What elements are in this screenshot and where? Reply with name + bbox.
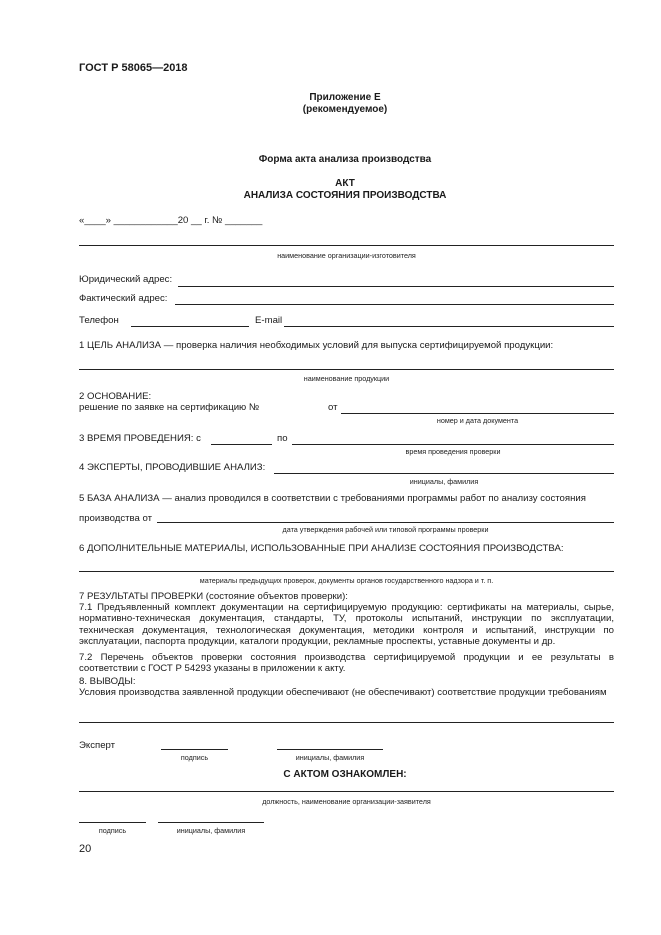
act-title: АКТ — [335, 178, 355, 189]
form-caption: Форма акта анализа производства — [258, 154, 432, 165]
additional-materials-caption: материалы предыдущих проверок, документы органов государственного надзора и т. п. — [199, 576, 494, 585]
product-name-field[interactable] — [79, 369, 614, 370]
section-2-from: от — [328, 402, 338, 413]
section-3-label: 3 ВРЕМЯ ПРОВЕДЕНИЯ: с — [79, 433, 201, 444]
section-4-label: 4 ЭКСПЕРТЫ, ПРОВОДИВШИЕ АНАЛИЗ: — [79, 462, 266, 473]
document-code: ГОСТ Р 58065—2018 — [79, 62, 188, 74]
applicant-initials-caption: инициалы, фамилия — [176, 826, 246, 835]
document-number-date-field[interactable] — [341, 413, 614, 414]
applicant-position-caption: должность, наименование организации-заявителя — [262, 797, 431, 806]
section-5-text: 5 БАЗА АНАЛИЗА — анализ проводился в соответствии с требованиями программы работ по анализу состояния — [79, 493, 586, 504]
acquainted-title: С АКТОМ ОЗНАКОМЛЕН: — [283, 769, 407, 780]
appendix-title: Приложение Е — [309, 92, 381, 103]
date-number-line: «____» ____________20 __ г. № _______ — [79, 215, 263, 226]
program-date-caption: дата утверждения рабочей или типовой программы проверки — [282, 525, 489, 534]
applicant-position-field[interactable] — [79, 791, 614, 792]
applicant-initials-field[interactable] — [158, 822, 264, 823]
email-label: E-mail — [255, 315, 283, 326]
section-5-from: производства от — [79, 513, 153, 524]
section-3-to: по — [277, 433, 288, 444]
section-1-text: 1 ЦЕЛЬ АНАЛИЗА — проверка наличия необходимых условий для выпуска сертифицируемой продукции: — [79, 340, 554, 351]
product-name-caption: наименование продукции — [303, 374, 390, 383]
legal-address-label: Юридический адрес: — [79, 274, 173, 285]
section-2-title: 2 ОСНОВАНИЕ: — [79, 391, 152, 402]
time-to-field[interactable] — [292, 444, 614, 445]
expert-label: Эксперт — [79, 740, 116, 751]
applicant-signature-field[interactable] — [79, 822, 146, 823]
section-7-2-text: 7.2 Перечень объектов проверки состояния производства сертифицируемой продукции и ее результаты в соответствии с ГОСТ Р 54293 указаны в приложении к акту. — [79, 652, 614, 675]
section-6-text: 6 ДОПОЛНИТЕЛЬНЫЕ МАТЕРИАЛЫ, ИСПОЛЬЗОВАННЫЕ ПРИ АНАЛИЗЕ СОСТОЯНИЯ ПРОИЗВОДСТВА: — [79, 543, 564, 554]
additional-materials-field[interactable] — [79, 571, 614, 572]
section-7-title: 7 РЕЗУЛЬТАТЫ ПРОВЕРКИ (состояние объектов проверки): — [79, 591, 348, 602]
phone-label: Телефон — [79, 315, 119, 326]
conclusions-field[interactable] — [79, 722, 614, 723]
section-8-title: 8. ВЫВОДЫ: — [79, 676, 136, 687]
legal-address-field[interactable] — [178, 286, 614, 287]
time-caption: время проведения проверки — [405, 447, 501, 456]
actual-address-label: Фактический адрес: — [79, 293, 168, 304]
org-name-caption: наименование организации-изготовителя — [277, 251, 416, 260]
section-8-text: Условия производства заявленной продукции обеспечивают (не обеспечивают) соответствие продукции требованиям — [79, 687, 607, 698]
experts-caption: инициалы, фамилия — [409, 477, 479, 486]
act-subtitle: АНАЛИЗА СОСТОЯНИЯ ПРОИЗВОДСТВА — [243, 190, 447, 201]
section-7-1-text: 7.1 Предъявленный комплект документации на сертифицируемую продукцию: сертификаты на материалы, сырье, нормативно-техническая документация, стандарты, ТУ, протоколы испытаний, инструкции по эксплуатации, техническая документация, технологическая документация, методики контроля и испытаний, инструкции по эксплуатации, паспорта продукции, каталоги продукции, рекламные проспекты, уставные документы и др. — [79, 602, 614, 647]
page-number: 20 — [79, 843, 92, 855]
section-2-text: решение по заявке на сертификацию № — [79, 402, 260, 413]
applicant-signature-caption: подпись — [98, 826, 127, 835]
expert-signature-field[interactable] — [161, 749, 228, 750]
appendix-note: (рекомендуемое) — [302, 104, 388, 115]
expert-initials-field[interactable] — [277, 749, 383, 750]
program-date-field[interactable] — [157, 522, 614, 523]
document-number-date-caption: номер и дата документа — [436, 416, 519, 425]
experts-field[interactable] — [274, 473, 614, 474]
phone-field[interactable] — [131, 326, 249, 327]
org-name-field[interactable] — [79, 245, 614, 246]
email-field[interactable] — [284, 326, 614, 327]
expert-signature-caption: подпись — [180, 753, 209, 762]
actual-address-field[interactable] — [175, 304, 614, 305]
expert-initials-caption: инициалы, фамилия — [295, 753, 365, 762]
time-from-field[interactable] — [211, 444, 272, 445]
